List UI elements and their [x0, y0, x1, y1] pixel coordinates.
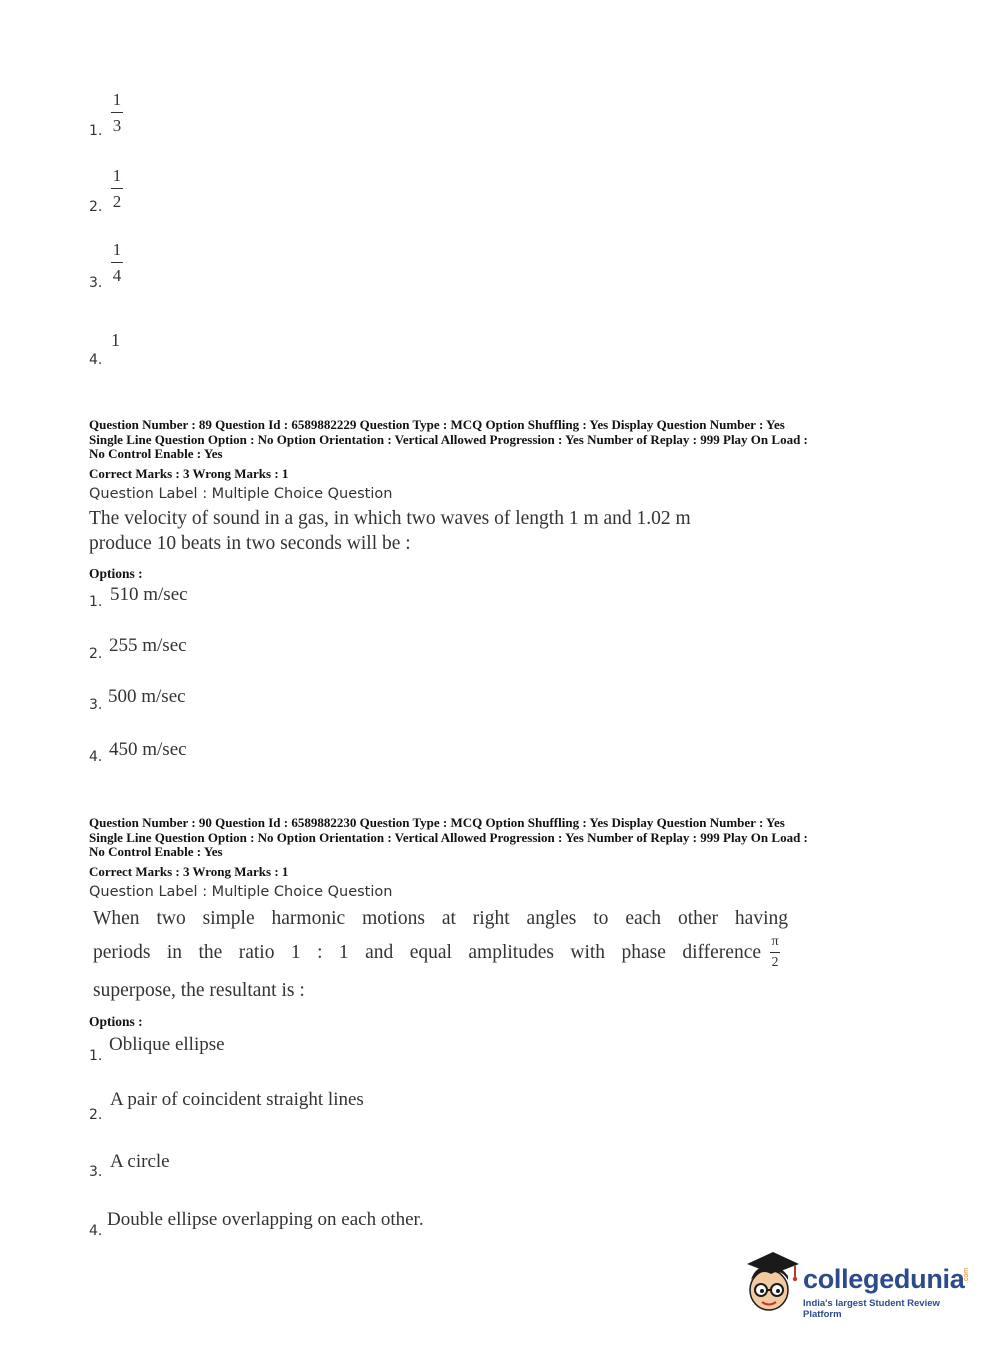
option-text: Oblique ellipse: [109, 1034, 225, 1055]
question-text-line-3: superpose, the resultant is :: [93, 980, 305, 1001]
question-label: Question Label : Multiple Choice Question: [89, 486, 393, 502]
option-number: 1.: [89, 123, 103, 139]
brand-suffix: .com: [963, 1267, 971, 1284]
option-text: 1: [111, 330, 120, 350]
brand-tagline: India's largest Student Review Platform: [803, 1298, 940, 1320]
option-text: 500 m/sec: [108, 686, 186, 707]
marks: Correct Marks : 3 Wrong Marks : 1: [89, 466, 289, 481]
option-number: 3.: [89, 697, 103, 713]
question-label: Question Label : Multiple Choice Question: [89, 884, 393, 900]
option-text: 450 m/sec: [109, 739, 187, 760]
option-number: 1.: [89, 1048, 103, 1064]
options-heading: Options :: [89, 566, 143, 581]
fraction: 1 4: [112, 240, 122, 285]
marks: Correct Marks : 3 Wrong Marks : 1: [89, 864, 289, 879]
question-metadata: Question Number : 89 Question Id : 6589882229 Question Type : MCQ Option Shuffling : Yes Display Question Number : Yes Single Line Question Option : No Option Orientation : Vertical Allowed Progression : Yes Number of Replay : 999 Play On Load : No Control Enable : Yes: [89, 417, 808, 461]
fraction: 1 2: [112, 166, 122, 211]
option-number: 2.: [89, 199, 103, 215]
question-text-line-1: When two simple harmonic motions at right angles to each other having: [93, 908, 788, 929]
option-text: Double ellipse overlapping on each other.: [107, 1209, 424, 1230]
phase-fraction: π 2: [771, 934, 779, 970]
question-metadata: Question Number : 90 Question Id : 6589882230 Question Type : MCQ Option Shuffling : Yes Display Question Number : Yes Single Line Question Option : No Option Orientation : Vertical Allowed Progression : Yes Number of Replay : 999 Play On Load : No Control Enable : Yes: [89, 815, 808, 859]
option-number: 1.: [89, 594, 103, 610]
option-text: 255 m/sec: [109, 635, 187, 656]
option-number: 4.: [89, 1223, 103, 1239]
question-text: The velocity of sound in a gas, in which two waves of length 1 m and 1.02 m produce 10 beats in two seconds will be :: [89, 508, 691, 554]
option-number: 3.: [89, 275, 103, 291]
option-number: 4.: [89, 749, 103, 765]
collegedunia-logo: [741, 1250, 971, 1325]
fraction: 1 3: [112, 90, 122, 135]
option-number: 2.: [89, 1107, 103, 1123]
option-text: A pair of coincident straight lines: [110, 1089, 364, 1110]
brand-name: collegedunia: [803, 1264, 965, 1294]
options-heading: Options :: [89, 1014, 143, 1029]
option-number: 4.: [89, 352, 103, 368]
option-text: 510 m/sec: [110, 584, 188, 605]
question-text-line-2: periods in the ratio 1 : 1 and equal amplitudes with phase difference: [93, 942, 761, 963]
option-text: A circle: [110, 1151, 170, 1172]
option-number: 3.: [89, 1164, 103, 1180]
option-number: 2.: [89, 646, 103, 662]
mascot-icon: [741, 1250, 801, 1320]
